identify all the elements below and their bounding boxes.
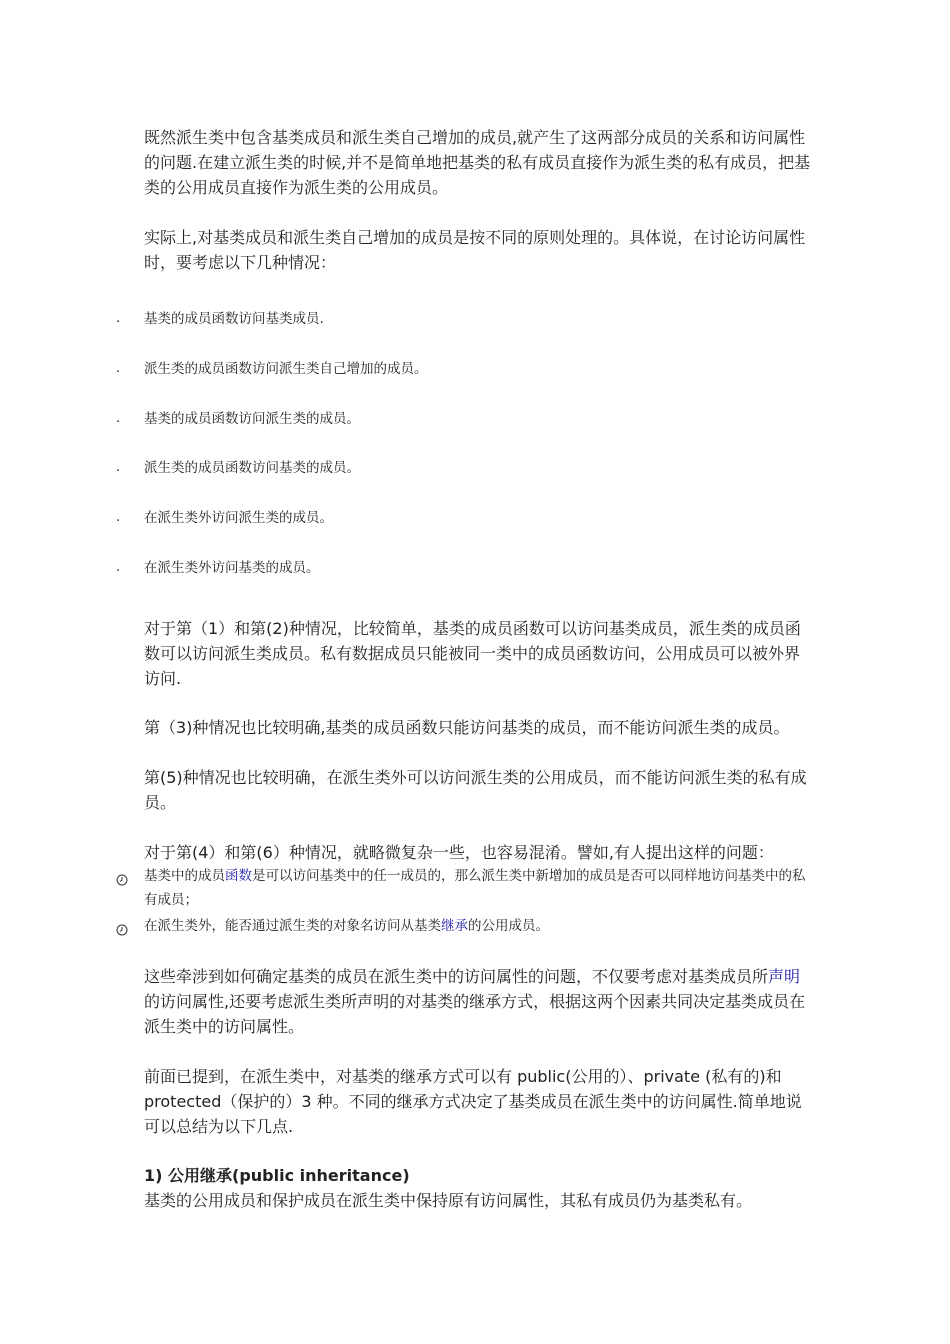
list-item-text: 派生类的成员函数访问派生类自己增加的成员。 — [144, 361, 428, 377]
section-heading: 1) 公用继承(public inheritance) — [144, 1166, 410, 1185]
paragraph-case-5: 第(5)种情况也比较明确，在派生类外可以访问派生类的公用成员，而不能访问派生类的私有成员。 — [144, 768, 807, 812]
list-item-text: 基类的成员函数访问基类成员. — [144, 311, 324, 327]
list-item-text: 基类的成员函数访问派生类的成员。 — [144, 411, 360, 427]
bullet-dot: . — [116, 560, 121, 575]
bullet-dot: . — [116, 361, 121, 376]
list-item-text: 在派生类外访问基类的成员。 — [144, 560, 320, 576]
list-item-text: 派生类的成员函数访问基类的成员。 — [144, 460, 360, 476]
paragraph-text: 的访问属性,还要考虑派生类所声明的对基类的继承方式，根据这两个因素共同决定基类成员在派生类中的访问属性。 — [144, 992, 806, 1036]
list-item-text: 在派生类外访问派生类的成员。 — [144, 510, 333, 526]
link-function[interactable]: 函数 — [225, 868, 252, 884]
bullet-dot: . — [116, 411, 121, 426]
bullet-dot: . — [116, 311, 121, 326]
clock-icon — [116, 920, 128, 932]
paragraph-text: 这些牵涉到如何确定基类的成员在派生类中的访问属性的问题，不仅要考虑对基类成员所 — [144, 967, 769, 986]
paragraph-case-1-2: 对于第（1）和第(2)种情况，比较简单，基类的成员函数可以访问基类成员，派生类的成员函数可以访问派生类成员。私有数据成员只能被同一类中的成员函数访问，公用成员可以被外界访问. — [144, 619, 801, 688]
link-declaration[interactable]: 声明 — [768, 967, 801, 986]
paragraph-public-inheritance: 基类的公用成员和保护成员在派生类中保持原有访问属性，其私有成员仍为基类私有。 — [144, 1191, 753, 1210]
paragraph-intro: 既然派生类中包含基类成员和派生类自己增加的成员,就产生了这两部分成员的关系和访问属性的问题.在建立派生类的时候,并不是简单地把基类的私有成员直接作为派生类的私有成员，把基类的公用成员直接作为派生类的公用成员。 — [144, 128, 811, 197]
paragraph-case-4-6: 对于第(4）和第(6）种情况，就略微复杂一些，也容易混淆。譬如,有人提出这样的问题： — [144, 843, 774, 862]
paragraph-access-attributes — [144, 964, 814, 1039]
paragraph-case-3: 第（3)种情况也比较明确,基类的成员函数只能访问基类的成员，而不能访问派生类的成员。 — [144, 718, 790, 737]
list-item-text — [144, 864, 814, 912]
paragraph-principle: 实际上,对基类成员和派生类自己增加的成员是按不同的原则处理的。具体说，在讨论访问属性时，要考虑以下几种情况： — [144, 228, 806, 272]
paragraph-inheritance-modes: 前面已提到，在派生类中，对基类的继承方式可以有 public(公用的）、private (私有的)和 protected（保护的）3 种。不同的继承方式决定了基类成员在派生类中的访问属性.简单地说可以总结为以下几点. — [144, 1067, 802, 1136]
bullet-dot: . — [116, 460, 121, 475]
link-inherit[interactable]: 继承 — [441, 918, 468, 934]
question-text: 的公用成员。 — [468, 918, 549, 934]
question-text: 是可以访问基类中的任一成员的，那么派生类中新增加的成员是否可以同样地访问基类中的私有成员； — [144, 868, 806, 908]
clock-icon — [116, 870, 128, 882]
question-text: 基类中的成员 — [144, 868, 225, 884]
bullet-dot: . — [116, 510, 121, 525]
question-text: 在派生类外，能否通过派生类的对象名访问从基类 — [144, 918, 441, 934]
list-item-text — [144, 914, 814, 938]
